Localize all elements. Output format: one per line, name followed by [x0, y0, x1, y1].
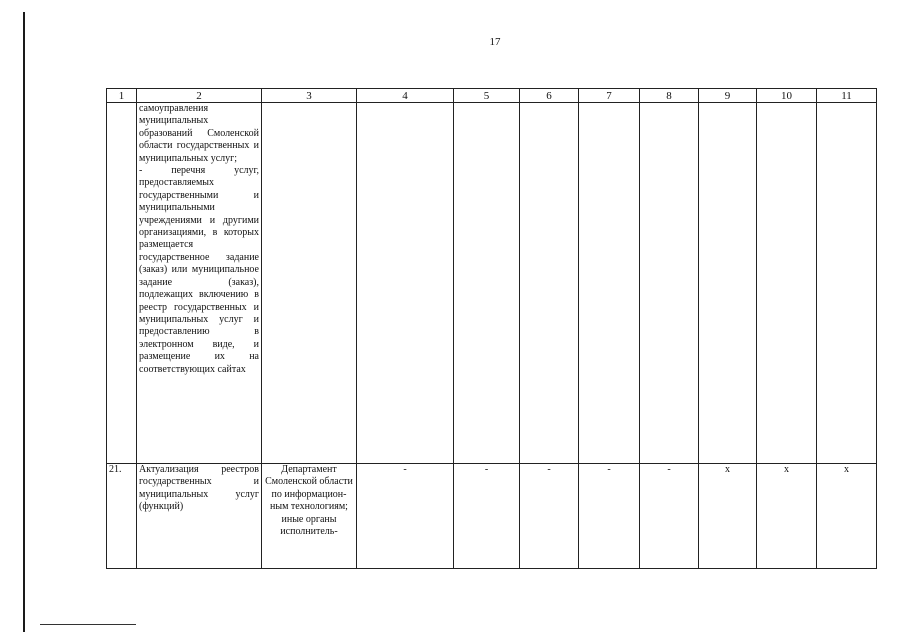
table-row-continuation: [107, 103, 877, 464]
footnote-separator: [40, 624, 136, 625]
header-col-4: 4: [357, 89, 454, 103]
cell-num-empty: [107, 103, 137, 464]
header-col-3: 3: [262, 89, 357, 103]
header-col-5: 5: [454, 89, 520, 103]
cell-col-8: -: [640, 464, 699, 569]
header-col-9: 9: [699, 89, 757, 103]
cell-empty: [699, 103, 757, 464]
cell-empty: [640, 103, 699, 464]
header-col-1: 1: [107, 89, 137, 103]
cell-activity-name: Актуализация реестров государственных и муниципальных услуг (функций): [137, 464, 262, 569]
cell-row-number: 21.: [107, 464, 137, 569]
cell-empty: [579, 103, 640, 464]
header-col-11: 11: [817, 89, 877, 103]
binding-margin-line: [23, 12, 25, 632]
cell-empty: [817, 103, 877, 464]
page-number: 17: [489, 36, 501, 48]
cell-empty: [757, 103, 817, 464]
header-col-2: 2: [137, 89, 262, 103]
header-col-6: 6: [520, 89, 579, 103]
header-col-8: 8: [640, 89, 699, 103]
cell-empty: [357, 103, 454, 464]
cell-col-7: -: [579, 464, 640, 569]
header-col-7: 7: [579, 89, 640, 103]
cell-col-6: -: [520, 464, 579, 569]
cell-col-5: -: [454, 464, 520, 569]
header-row: [107, 89, 877, 103]
cell-executor: Департамент Смоленской области по информацион- ным технологиям; иные органы исполнитель-: [262, 464, 357, 569]
table-row-21: [107, 464, 877, 569]
cell-continuation-text: самоуправления муниципальных образований Смоленской области государственных и муниципальных услуг; - перечня услуг, предоставляемых государственными и муниципальными учреждениями и другими организациями, в которых размещается государственное задание (заказ) или муниципальное задание (заказ), подлежащих включению в реестр государственных и муниципальных услуг и предоставлению в электронном виде, и размещение их на соответствующих сайтах: [137, 103, 262, 464]
cell-col-4: -: [357, 464, 454, 569]
cell-empty: [520, 103, 579, 464]
cell-col-9: х: [699, 464, 757, 569]
cell-col-11: х: [817, 464, 877, 569]
cell-col-10: х: [757, 464, 817, 569]
cell-empty: [262, 103, 357, 464]
plan-table: [106, 88, 877, 569]
cell-empty: [454, 103, 520, 464]
header-col-10: 10: [757, 89, 817, 103]
